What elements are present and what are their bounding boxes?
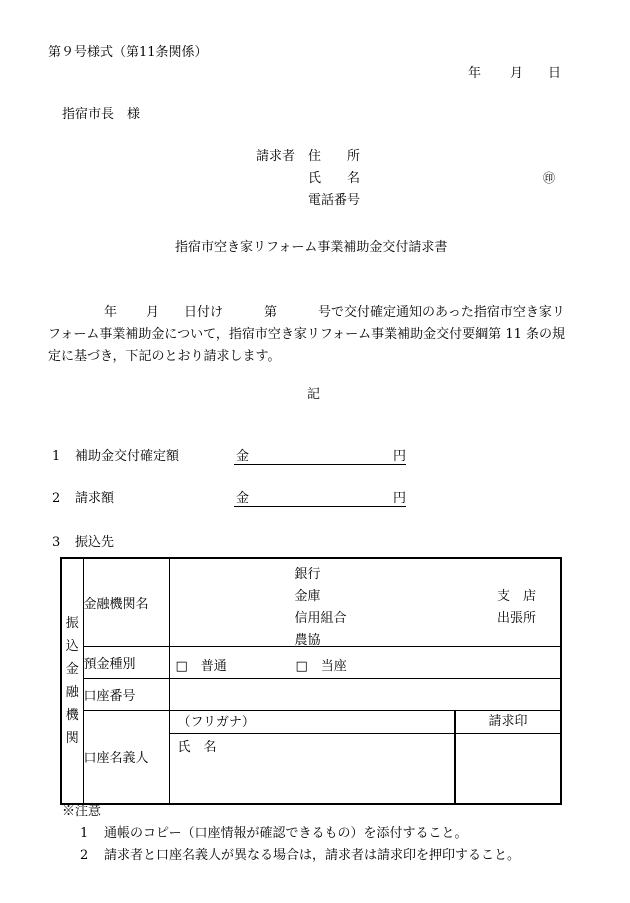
bank-vertical-label (61, 558, 83, 804)
account-holder-field[interactable] (169, 710, 561, 804)
item-1-amount-line (234, 464, 406, 465)
body-year: 年 (104, 305, 118, 320)
body-line3: 定に基づき，下記のとおり請求します。 (48, 349, 281, 364)
item-1-suffix: 円 (393, 449, 407, 464)
vlabel-char: 金 (65, 661, 79, 677)
date-month-label: 月 (510, 66, 524, 81)
body-month: 月 (146, 305, 160, 320)
note-1-text: 通帳のコピー（口座情報が確認できるもの）を添付すること。 (104, 826, 468, 841)
item-1-label: 補助金交付確定額 (75, 449, 180, 464)
body-line2: フォーム事業補助金について，指宿市空き家リフォーム事業補助金交付要綱第 11 条の規 (48, 327, 565, 342)
account-holder-label: 口座名義人 (83, 710, 169, 804)
seal-mark: ㊞ (543, 171, 556, 185)
form-number: 第９号様式（第11条関係） (48, 45, 208, 60)
branch-type-sub-office: 出張所 (496, 610, 536, 626)
item-2-prefix: 金 (236, 491, 250, 506)
vlabel-char: 関 (65, 730, 79, 746)
institution-label: 金融機関名 (83, 558, 169, 646)
notes-heading: ※注意 (62, 804, 102, 819)
item-2-label: 請求額 (75, 491, 115, 506)
note-2-num: 2 (80, 848, 89, 863)
request-stamp-label: 請求印 (456, 711, 560, 734)
body-line1-rest: 号で交付確定通知のあった指宿市空き家リ (318, 305, 565, 320)
branch-types (497, 586, 536, 630)
requester-phone-label: 電話番号 (308, 193, 361, 208)
date-day-label: 日 (548, 66, 562, 81)
vlabel-char: 込 (65, 638, 79, 654)
vlabel-char: 機 (65, 707, 79, 723)
inst-type-shinkin: 金庫 (294, 588, 321, 604)
inst-type-bank: 銀行 (294, 566, 321, 582)
note-1-num: 1 (80, 826, 89, 841)
ki-heading: 記 (307, 387, 321, 402)
item-2-amount-line (234, 506, 406, 507)
deposit-option-ordinary[interactable]: □ 普通 (175, 658, 227, 674)
item-2-suffix: 円 (393, 491, 407, 506)
item-3-num: 3 (52, 535, 61, 550)
deposit-type-field (169, 646, 561, 678)
body-no-prefix: 第 (264, 305, 278, 320)
account-number-label: 口座番号 (83, 678, 169, 710)
institution-field[interactable] (169, 558, 561, 646)
deposit-option-current[interactable]: □ 当座 (295, 658, 347, 674)
inst-type-credit-union: 信用組合 (294, 610, 347, 626)
item-3-label: 振込先 (75, 535, 115, 550)
institution-types (295, 564, 347, 652)
vlabel-char: 振 (65, 615, 79, 631)
furigana-label: （フリガナ） (177, 714, 255, 730)
requester-address-label: 住 所 (308, 149, 361, 164)
bank-account-table (60, 557, 562, 805)
body-day: 日付け (184, 305, 224, 320)
deposit-type-label: 預金種別 (83, 646, 169, 678)
item-1-prefix: 金 (236, 449, 250, 464)
note-2-text: 請求者と口座名義人が異なる場合は，請求者は請求印を押印すること。 (104, 848, 521, 863)
addressee: 指宿市長 様 (62, 107, 141, 122)
furigana-divider (170, 733, 457, 734)
requester-label: 請求者 (256, 149, 296, 164)
date-year-label: 年 (468, 66, 482, 81)
requester-name-label: 氏 名 (308, 171, 361, 186)
item-1-num: 1 (52, 449, 61, 464)
page-title: 指宿市空き家リフォーム事業補助金交付請求書 (175, 240, 448, 255)
account-number-field[interactable] (169, 678, 561, 710)
request-stamp-box[interactable] (454, 711, 560, 803)
item-2-num: 2 (52, 491, 61, 506)
holder-name-label: 氏 名 (177, 739, 217, 755)
branch-type-branch: 支 店 (496, 588, 536, 604)
vlabel-char: 融 (65, 684, 79, 700)
inst-type-nokyo: 農協 (294, 632, 321, 648)
